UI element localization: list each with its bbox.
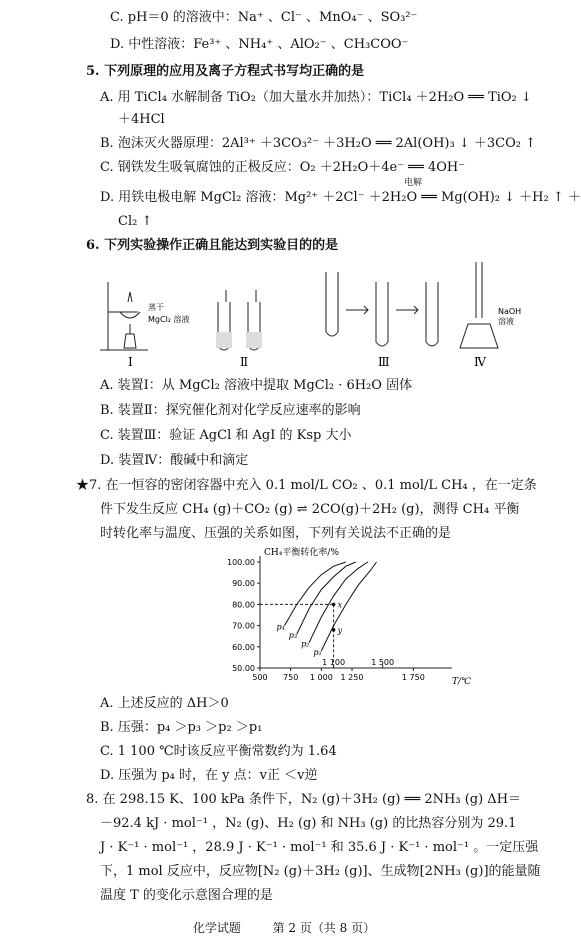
q7-option-a: A. 上述反应的 ΔH＞0 [100,696,229,711]
marker-label-x: x [337,600,343,610]
q5-option-a-line2: ＋4HCl [118,112,165,127]
fig-label-4: Ⅳ [474,355,486,369]
series-label-3: p₂ [301,639,310,649]
series-line-4 [321,562,376,651]
fig1-label-2: MgCl₂ 溶液 [148,315,190,324]
q5-stem: 5. 下列原理的应用及离子方程式书写均正确的是 [86,64,365,79]
q8-line2: －92.4 kJ · mol⁻¹ ，N₂ (g)、H₂ (g) 和 NH₃ (g) 的比热容分别为 29.1 [100,816,517,831]
y-tick-label: 80.00 [232,600,255,610]
q8-line1: 8. 在 298.15 K、100 kPa 条件下，N₂ (g)＋3H₂ (g) ══ 2NH₃ (g) ΔH＝ [86,792,522,807]
q7-stem-line1: ★7. 在一恒容的密闭容器中充入 0.1 mol/L CO₂ 、0.1 mol/L CH₄ ，在一定条 [76,478,537,493]
q5-option-d-condition: 电解 [404,178,423,188]
x-tick-label: 1 250 [340,673,364,682]
series-line-2 [297,562,356,634]
fig-label-2: Ⅱ [240,355,249,369]
q7-conversion-chart [208,544,472,690]
q7-stem-line3: 时转化率与温度、压强的关系如图，下列有关说法不正确的是 [100,526,452,541]
series-label-1: p₄ [276,622,285,632]
apparatus-1-evaporation [100,282,148,350]
q8-line5: 温度 T 的变化示意图合理的是 [100,888,273,903]
page-footer [0,919,568,936]
q8-line3: J · K⁻¹ · mol⁻¹ ，28.9 J · K⁻¹ · mol⁻¹ 和 35.6 J · K⁻¹ · mol⁻¹ 。一定压强 [100,840,539,855]
x-tick-label: 1 750 [401,673,425,682]
q5-option-d-line1: D. 用铁电极电解 MgCl₂ 溶液：Mg²⁺ ＋2Cl⁻ ＋2H₂O ══ Mg(OH)₂ ↓ ＋H₂ ↑ ＋ [100,190,581,205]
fig4-label-1: NaOH [498,307,522,316]
q7-stem-line2: 件下发生反应 CH₄ (g)＋CO₂ (g) ⇌ 2CO(g)＋2H₂ (g)，测得 CH₄ 平衡 [100,502,520,517]
marker-y [332,628,336,632]
x-extra-label: 1 500 [371,658,395,667]
q5-option-b: B. 泡沫灭火器原理：2Al³⁺ ＋3CO₃²⁻ ＋3H₂O ══ 2Al(OH)₃ ↓ ＋3CO₂ ↑ [100,136,536,151]
chart-series-group [277,562,377,657]
q4-option-c: C. pH＝0 的溶液中：Na⁺ 、Cl⁻ 、MnO₄⁻ 、SO₃²⁻ [110,10,418,25]
y-tick-label: 100.00 [227,558,255,567]
series-label-2: p₃ [288,631,298,641]
q6-option-b: B. 装置Ⅱ：探究催化剂对化学反应速率的影响 [100,403,361,418]
apparatus-2-test-tubes [216,290,262,350]
q6-option-d: D. 装置Ⅳ：酸碱中和滴定 [100,453,249,468]
q5-option-d-line2: Cl₂ ↑ [118,214,153,229]
series-label-4: p₁ [313,648,322,658]
footer-subject: 化学试题 [192,921,241,935]
chart-title: CH₄平衡转化率/% [264,548,339,558]
marker-label-y: y [337,625,343,635]
series-line-1 [285,562,346,626]
q5-option-a-line1: A. 用 TiCl₄ 水解制备 TiO₂（加大量水并加热）：TiCl₄ ＋2H₂O ══ TiO₂ ↓ [100,90,532,105]
q6-stem: 6. 下列实验操作正确且能达到实验目的的是 [86,238,339,253]
fig1-label-1: 蒸干 [148,303,164,312]
q6-option-a: A. 装置Ⅰ：从 MgCl₂ 溶液中提取 MgCl₂ · 6H₂O 固体 [100,378,413,393]
y-tick-label: 70.00 [232,621,255,631]
x-tick-label: 500 [252,673,268,682]
q7-option-c: C. 1 100 ℃时该反应平衡常数约为 1.64 [100,744,337,759]
q8-line4: 下，1 mol 反应中，反应物[N₂ (g)＋3H₂ (g)]、生成物[2NH₃ (g)]的能量随 [100,864,541,879]
y-tick-label: 90.00 [232,579,255,589]
x-extra-label: 1 100 [322,658,346,667]
chart-axes [227,556,452,682]
fig-label-3: Ⅲ [378,355,390,369]
apparatus-3-precipitation [326,272,438,346]
marker-x [332,603,336,607]
fig4-label-2: 溶液 [498,317,514,326]
y-tick-label: 60.00 [232,642,255,652]
q6-option-c: C. 装置Ⅲ：验证 AgCl 和 AgI 的 Ksp 大小 [100,428,352,443]
q6-apparatus-figure [98,262,522,372]
x-tick-label: 1 000 [309,673,333,682]
x-tick-label: 750 [283,673,299,682]
apparatus-4-titration [460,262,498,348]
q5-option-c: C. 钢铁发生吸氧腐蚀的正极反应：O₂ ＋2H₂O＋4e⁻ ══ 4OH⁻ [100,160,466,175]
q7-option-b: B. 压强：p₄ ＞p₃ ＞p₂ ＞p₁ [100,720,263,735]
chart-x-label: T/℃ [452,677,472,687]
q7-option-d: D. 压强为 p₄ 时，在 y 点：v正 ＜v逆 [100,768,318,783]
q4-option-d: D. 中性溶液：Fe³⁺ 、NH₄⁺ 、AlO₂⁻ 、CH₃COO⁻ [110,37,409,52]
fig-label-1: Ⅰ [128,355,133,369]
footer-page-number: 第 2 页（共 8 页） [272,921,376,935]
y-tick-label: 50.00 [232,664,255,673]
